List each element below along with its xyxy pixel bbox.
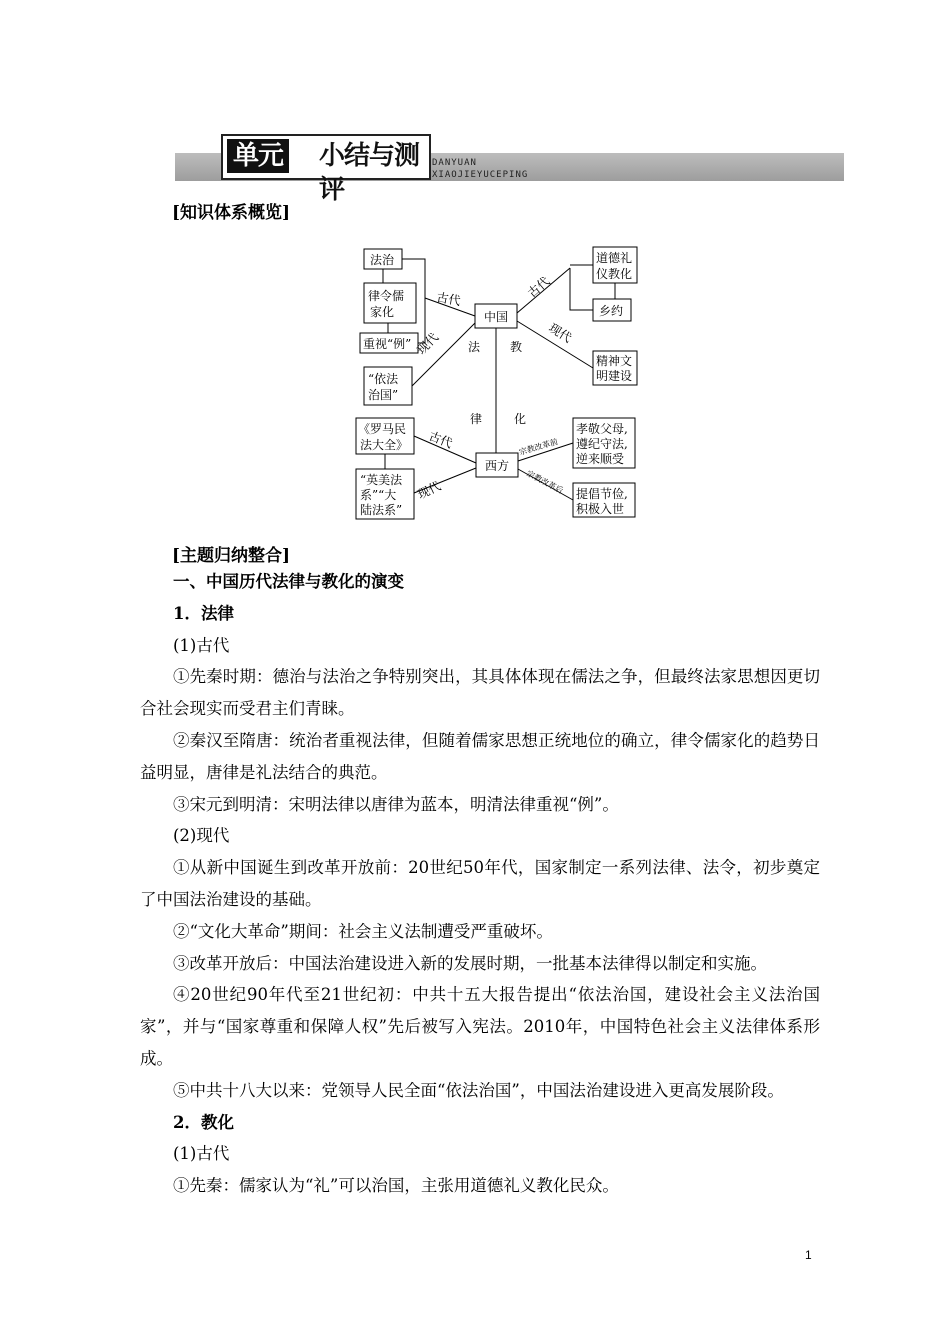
- node-xiaojing-line2: 遵纪守法,: [576, 437, 628, 451]
- node-tichang-line2: 积极入世: [576, 502, 625, 516]
- heading-level1: 一、中国历代法律与教化的演变: [173, 572, 404, 591]
- node-zhongshi: 重视“例”: [363, 337, 412, 351]
- node-jingshen-line1: 精神文: [596, 354, 633, 368]
- label-xiandai-west: 现代: [415, 478, 444, 502]
- banner-pinyin-line1: DANYUAN: [432, 158, 477, 168]
- knowledge-diagram: [350, 243, 650, 523]
- node-xiangyue: 乡约: [599, 304, 624, 318]
- label-jiao: 教: [510, 340, 523, 354]
- label-gudai-west: 古代: [426, 428, 455, 451]
- node-yingmei-line3: 陆法系”: [360, 503, 403, 517]
- node-luoma-line2: 法大全》: [360, 438, 409, 452]
- banner-title-main: 单元: [227, 139, 289, 173]
- node-yifa-line1: “依法: [368, 372, 399, 386]
- node-jingshen-line2: 明建设: [596, 369, 633, 383]
- label-hua: 化: [514, 412, 527, 426]
- node-xiaojing-line3: 逆来顺受: [576, 452, 625, 466]
- label-zongjiao-hou: 宗教改革后: [525, 468, 565, 496]
- node-lvling-line2: 家化: [370, 305, 395, 319]
- node-luoma-line1: 《罗马民: [358, 422, 407, 436]
- label-fa: 法: [468, 340, 481, 354]
- document-body: [140, 566, 820, 1202]
- connector-bracket-right-china: [570, 268, 593, 310]
- label-zongjiao-qian: 宗教改革前: [518, 437, 560, 457]
- node-lvling-line1: 律令儒: [368, 289, 405, 303]
- node-yifa-line2: 治国”: [368, 388, 399, 402]
- banner-title-sub: 小结与测评: [319, 141, 420, 205]
- paragraph: ②秦汉至隋唐：统治者重视法律，但随着儒家思想正统地位的确立，律令儒家化的趋势日益明显，唐律是礼法结合的典范。: [140, 730, 820, 782]
- label-gudai-cn-right: 古代: [524, 274, 553, 301]
- node-yingmei-line2: 系”“大: [360, 488, 397, 502]
- node-xifang: 西方: [485, 459, 510, 473]
- label-xiandai-cn-left: 现代: [414, 330, 442, 358]
- node-zhongguo: 中国: [484, 310, 509, 324]
- page-number: 1: [805, 1248, 812, 1262]
- subheading-law-ancient: (1)古代: [173, 635, 230, 655]
- label-gudai-cn-left: 古代: [435, 290, 462, 309]
- section-heading-summary: [主题归纳整合]: [172, 546, 291, 566]
- node-fazhi: 法治: [370, 253, 395, 267]
- node-xiaojing-line1: 孝敬父母,: [576, 422, 628, 436]
- paragraph: ②“文化大革命”期间：社会主义法制遭受严重破坏。: [173, 921, 553, 941]
- paragraph: ③改革开放后：中国法治建设进入新的发展时期，一批基本法律得以制定和实施。: [173, 953, 767, 973]
- heading-education: 2．教化: [173, 1112, 234, 1132]
- subheading-law-modern: (2)现代: [173, 826, 230, 846]
- banner-pinyin-line2: XIAOJIEYUCEPING: [432, 170, 529, 180]
- paragraph: ①先秦：儒家认为“礼”可以治国，主张用道德礼义教化民众。: [173, 1176, 619, 1196]
- node-yingmei-line1: “英美法: [360, 473, 403, 487]
- section-heading-overview: [知识体系概览]: [172, 203, 291, 223]
- label-lv: 律: [470, 412, 483, 426]
- subheading-education-ancient: (1)古代: [173, 1144, 230, 1164]
- connector-bracket-left-china: [402, 259, 425, 343]
- paragraph: ⑤中共十八大以来：党领导人民全面“依法治国”，中国法治建设进入更高发展阶段。: [173, 1080, 784, 1100]
- paragraph: ④20世纪90年代至21世纪初：中共十五大报告提出“依法治国，建设社会主义法治国家”，并与“国家尊重和保障人权”先后被写入宪法。2010年，中国特色社会主义法律体系形成。: [140, 985, 820, 1068]
- node-daode-line2: 仪教化: [596, 267, 633, 281]
- unit-summary-banner: [221, 134, 431, 205]
- label-xiandai-cn-right: 现代: [546, 320, 575, 346]
- heading-law: 1．法律: [173, 603, 234, 623]
- paragraph: ①从新中国诞生到改革开放前：20世纪50年代，国家制定一系列法律、法令，初步奠定了中国法治建设的基础。: [140, 858, 820, 909]
- paragraph: ③宋元到明清：宋明法律以唐律为蓝本，明清法律重视“例”。: [173, 794, 619, 814]
- node-tichang-line1: 提倡节俭,: [576, 487, 628, 501]
- node-daode-line1: 道德礼: [596, 251, 633, 265]
- paragraph: ①先秦时期：德治与法治之争特别突出，其具体体现在儒法之争，但最终法家思想因更切合社会现实而受君主们青睐。: [140, 667, 820, 719]
